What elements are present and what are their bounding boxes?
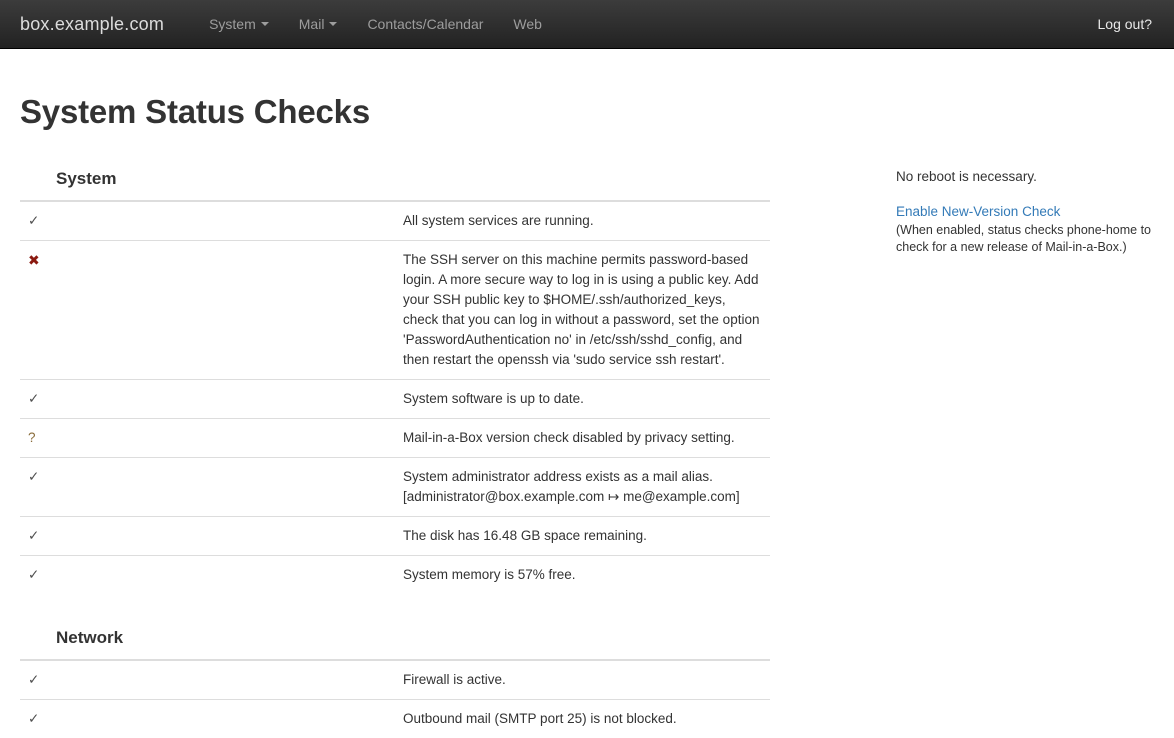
status-message: System memory is 57% free. — [395, 556, 770, 595]
status-message: Outbound mail (SMTP port 25) is not blocked. — [395, 700, 770, 738]
table-row — [20, 380, 770, 419]
nav-items — [194, 0, 557, 49]
nav-item-contacts-calendar[interactable] — [352, 0, 498, 49]
status-message: System administrator address exists as a mail alias. [administrator@box.example.com ↦ me@example.com] — [395, 458, 770, 517]
cross-icon — [20, 241, 395, 380]
table-row — [20, 660, 770, 700]
status-glyph: ✓ — [28, 672, 39, 687]
status-glyph: ✓ — [28, 391, 39, 406]
nav-item-label: Mail — [299, 0, 325, 49]
nav-item-label: System — [209, 0, 256, 49]
check-icon — [20, 201, 395, 241]
check-icon — [20, 700, 395, 738]
nav-item-system[interactable] — [194, 0, 284, 49]
status-message: The SSH server on this machine permits password-based login. A more secure way to log in is using a public key. Add your SSH public key to $HOME/.ssh/authorized_keys, check that you can log in without a password, set the option 'PasswordAuthentication no' in /etc/ssh/sshd_config, and then restart the openssh via 'sudo service ssh restart'. — [395, 241, 770, 380]
reboot-status-text: No reboot is necessary. — [896, 167, 1154, 186]
check-icon — [20, 380, 395, 419]
table-row — [20, 419, 770, 458]
sidebar-panel — [896, 161, 1154, 738]
nav-item-web[interactable] — [498, 0, 557, 49]
nav-item-label: Contacts/Calendar — [367, 0, 483, 49]
page-body — [0, 93, 1174, 738]
table-row — [20, 458, 770, 517]
status-glyph: ✓ — [28, 469, 39, 484]
section-header-row — [20, 594, 770, 660]
section-header-row — [20, 161, 770, 201]
table-row — [20, 556, 770, 595]
status-glyph: ? — [28, 430, 36, 445]
nav-item-label: Web — [513, 0, 542, 49]
chevron-down-icon — [329, 22, 337, 26]
nav-item-mail[interactable] — [284, 0, 353, 49]
status-glyph: ✓ — [28, 711, 39, 726]
brand-link[interactable]: box.example.com — [20, 14, 164, 35]
check-icon — [20, 458, 395, 517]
page-title: System Status Checks — [20, 93, 1154, 131]
status-message: System software is up to date. — [395, 380, 770, 419]
status-glyph: ✖ — [28, 252, 40, 268]
table-row — [20, 517, 770, 556]
table-row — [20, 700, 770, 738]
table-row — [20, 241, 770, 380]
check-icon — [20, 517, 395, 556]
status-glyph: ✓ — [28, 213, 39, 228]
section-heading-network: Network — [20, 594, 770, 660]
version-check-note: (When enabled, status checks phone-home to check for a new release of Mail-in-a-Box.) — [896, 222, 1154, 256]
top-navbar — [0, 0, 1174, 49]
status-message: Firewall is active. — [395, 660, 770, 700]
chevron-down-icon — [261, 22, 269, 26]
status-message: Mail-in-a-Box version check disabled by privacy setting. — [395, 419, 770, 458]
status-checks-table — [20, 161, 770, 738]
logout-link[interactable]: Log out? — [1098, 0, 1153, 49]
status-message: All system services are running. — [395, 201, 770, 241]
check-icon — [20, 556, 395, 595]
question-icon — [20, 419, 395, 458]
table-row — [20, 201, 770, 241]
status-glyph: ✓ — [28, 528, 39, 543]
status-glyph: ✓ — [28, 567, 39, 582]
check-icon — [20, 660, 395, 700]
status-checks-column — [20, 161, 770, 738]
status-message: The disk has 16.48 GB space remaining. — [395, 517, 770, 556]
content-columns — [20, 161, 1154, 738]
enable-new-version-check-link[interactable]: Enable New-Version Check — [896, 204, 1154, 219]
section-heading-system: System — [20, 161, 770, 201]
